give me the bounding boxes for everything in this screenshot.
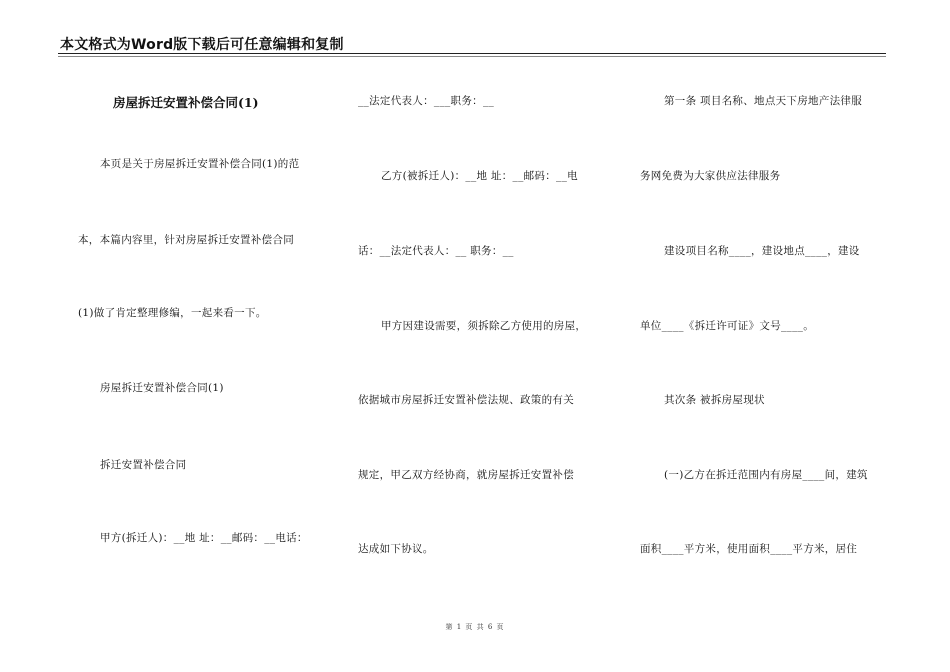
paragraph-line: 本页是关于房屋拆迁安置补偿合同(1)的范 bbox=[100, 158, 300, 170]
paragraph-line: 甲方(拆迁人)：__地 址：__邮码：__电话： bbox=[100, 532, 308, 544]
paragraph-line: 甲方因建设需要，须拆除乙方使用的房屋， bbox=[381, 320, 587, 332]
document-format-banner: 本文格式为Word版下载后可任意编辑和复制 bbox=[60, 37, 344, 53]
paragraph-line: 单位____《拆迁许可证》文号____。 bbox=[640, 320, 814, 332]
paragraph-line: 建设项目名称____，建设地点____，建设 bbox=[664, 245, 860, 257]
paragraph-line: 务网免费为大家供应法律服务 bbox=[640, 170, 781, 182]
paragraph-line: 本，本篇内容里，针对房屋拆迁安置补偿合同 bbox=[78, 234, 294, 246]
page-number: 第 1 页 共 6 页 bbox=[445, 623, 505, 631]
header-rule bbox=[58, 53, 886, 54]
paragraph-line: 第一条 项目名称、地点天下房地产法律服 bbox=[664, 95, 863, 107]
paragraph-line: 话：__法定代表人：__ 职务：__ bbox=[358, 245, 514, 257]
paragraph-line: 依据城市房屋拆迁安置补偿法规、政策的有关 bbox=[358, 394, 574, 406]
paragraph-line: 房屋拆迁安置补偿合同(1) bbox=[100, 382, 224, 394]
paragraph-line: __法定代表人：___职务：__ bbox=[358, 95, 495, 107]
paragraph-line: 达成如下协议。 bbox=[358, 543, 434, 555]
document-title: 房屋拆迁安置补偿合同(1) bbox=[113, 95, 259, 110]
header-rule-thin bbox=[58, 56, 886, 57]
paragraph-line: 面积____平方米，使用面积____平方米，居住 bbox=[640, 543, 858, 555]
paragraph-line: (1)做了肯定整理修编，一起来看一下。 bbox=[78, 307, 267, 319]
paragraph-line: 规定，甲乙双方经协商，就房屋拆迁安置补偿 bbox=[358, 469, 574, 481]
paragraph-line: (一)乙方在拆迁范围内有房屋____间，建筑 bbox=[664, 469, 868, 481]
paragraph-line: 拆迁安置补偿合同 bbox=[100, 459, 187, 471]
paragraph-line: 乙方(被拆迁人)：__地 址：__邮码：__电 bbox=[381, 170, 578, 182]
paragraph-line: 其次条 被拆房屋现状 bbox=[664, 394, 765, 406]
